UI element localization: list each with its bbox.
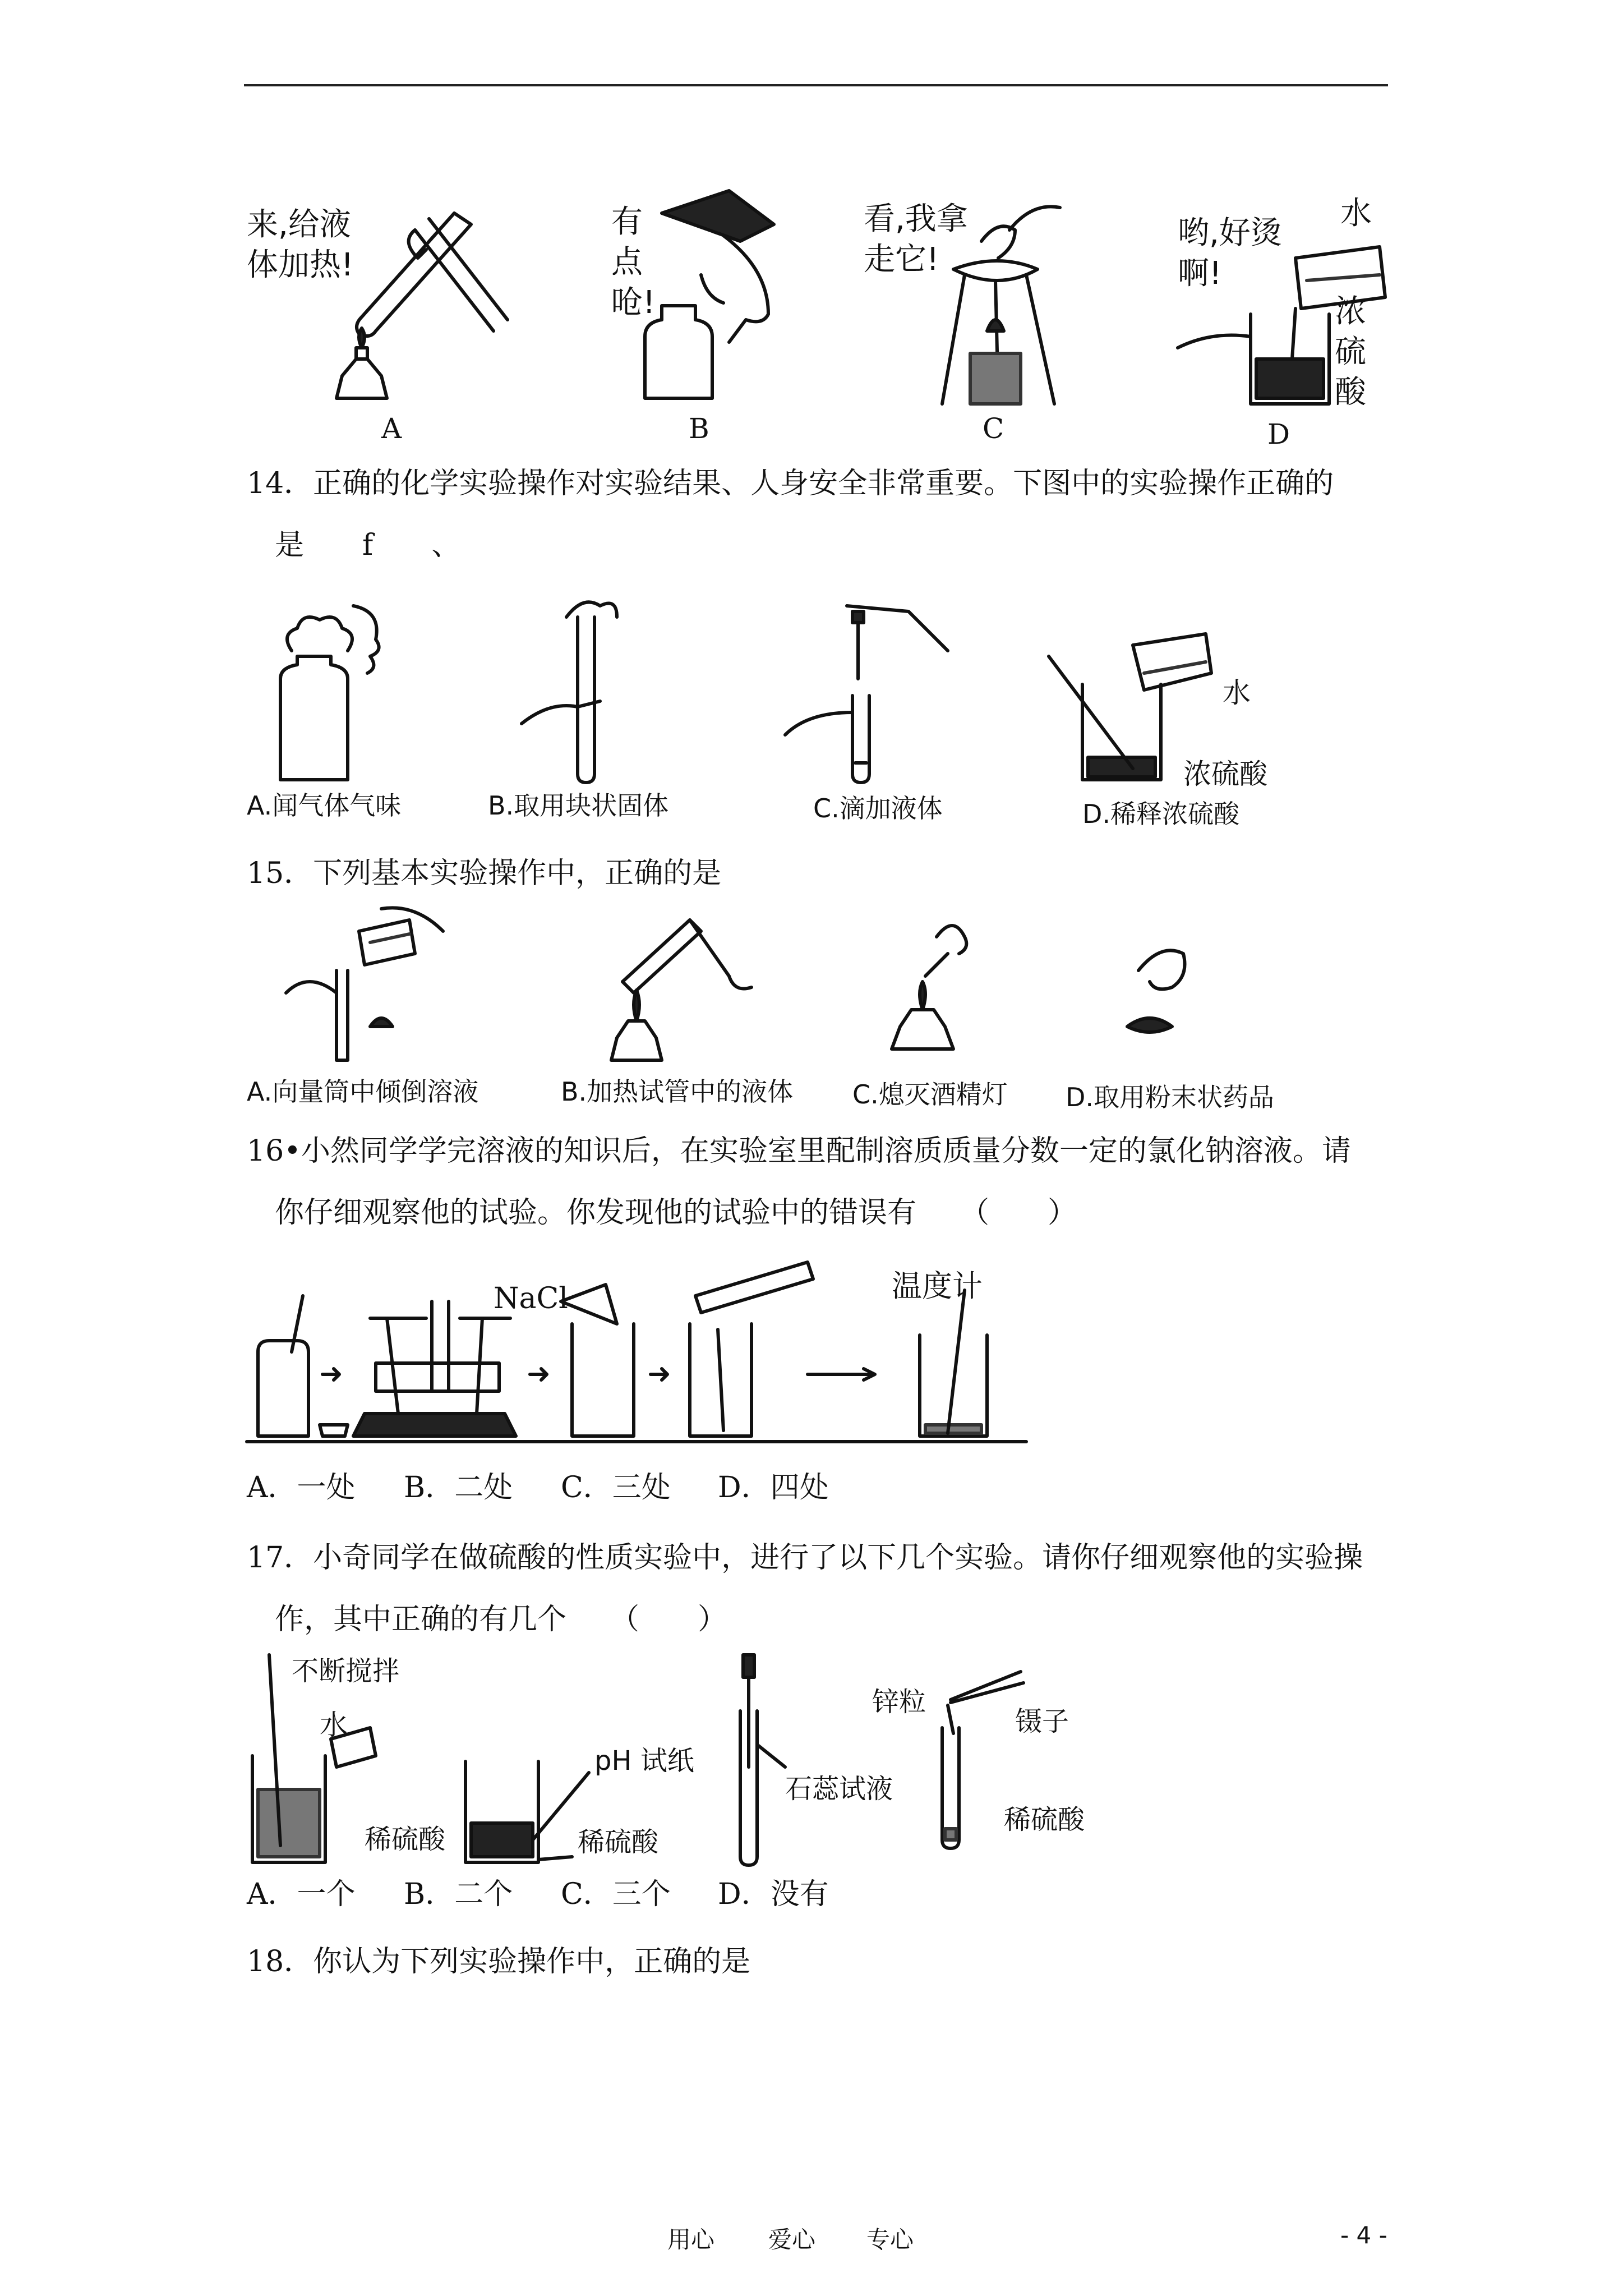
q16-option-c: C．三处 bbox=[561, 1471, 671, 1504]
illustration-litmus bbox=[707, 1655, 808, 1868]
illustration-zinc-tweezers bbox=[920, 1672, 1032, 1851]
letter-a: A bbox=[381, 412, 402, 445]
illustration-heating-liquid bbox=[303, 208, 527, 409]
speech-b: 有点呛! bbox=[611, 204, 656, 321]
q15-caption-c: C.熄灭酒精灯 bbox=[852, 1079, 1008, 1110]
q15-caption-d: D.取用粉末状药品 bbox=[1066, 1082, 1275, 1112]
illustration-powder bbox=[1116, 942, 1195, 1038]
q14-caption-b: B.取用块状固体 bbox=[488, 790, 669, 821]
header-rule bbox=[244, 84, 1388, 86]
q17-line1: 17．小奇同学在做硫酸的性质实验中，进行了以下几个实验。请你仔细观察他的实验操 bbox=[247, 1541, 1363, 1575]
q16-option-a: A．一处 bbox=[247, 1471, 356, 1504]
illustration-dilute-stir bbox=[241, 1655, 398, 1868]
speech-c: 看,我拿走它! bbox=[864, 201, 968, 278]
q17-option-d: D．没有 bbox=[718, 1878, 829, 1911]
q15-caption-b: B.加热试管中的液体 bbox=[561, 1076, 794, 1107]
q14-acid-label: 浓硫酸 bbox=[1183, 758, 1267, 790]
illustration-evaporating-dish bbox=[931, 196, 1066, 409]
speech-a: 来,给液体加热! bbox=[247, 206, 354, 283]
q16-nacl-label: NaCl bbox=[494, 1282, 568, 1315]
q17-label-stir: 不断搅拌 bbox=[292, 1655, 400, 1687]
q16-option-b: B．二处 bbox=[404, 1471, 513, 1504]
illustration-diluting-acid-wrong bbox=[1166, 224, 1402, 415]
illustration-drop-liquid bbox=[785, 595, 953, 785]
footer-text-2: 爱心 bbox=[768, 2226, 816, 2253]
illustration-smell-gas bbox=[269, 606, 393, 785]
q14-water-label: 水 bbox=[1223, 677, 1251, 709]
q15-stem: 15．下列基本实验操作中，正确的是 bbox=[247, 857, 722, 890]
q16-option-d: D．四处 bbox=[718, 1471, 829, 1504]
letter-c: C bbox=[983, 412, 1004, 445]
q17-option-c: C．三个 bbox=[561, 1878, 671, 1911]
q17-label-dilute-acid-2: 稀硫酸 bbox=[578, 1826, 659, 1858]
q16-thermometer-label: 温度计 bbox=[892, 1268, 983, 1304]
label-acid-d: 浓硫酸 bbox=[1335, 293, 1366, 411]
q14-caption-c: C.滴加液体 bbox=[813, 793, 943, 823]
q14-line1: 14．正确的化学实验操作对实验结果、人身安全非常重要。下图中的实验操作正确的 bbox=[247, 467, 1334, 500]
illustration-blow-lamp bbox=[886, 914, 976, 1055]
q14-line2: 是 f 、 bbox=[275, 528, 461, 562]
illustration-heat-tube bbox=[606, 909, 751, 1066]
q17-label-tweezers: 镊子 bbox=[1015, 1706, 1069, 1737]
q18-stem: 18．你认为下列实验操作中，正确的是 bbox=[247, 1945, 751, 1978]
footer-text-1: 用心 bbox=[667, 2226, 715, 2253]
page-number: - 4 - bbox=[1340, 2221, 1387, 2249]
footer-text-3: 专心 bbox=[866, 2226, 914, 2253]
q17-line2: 作，其中正确的有几个 （ ） bbox=[275, 1603, 727, 1636]
q17-label-zinc: 锌粒 bbox=[872, 1686, 926, 1718]
q15-caption-a: A.向量筒中倾倒溶液 bbox=[247, 1076, 479, 1107]
q16-line1: 16•小然同学学完溶液的知识后，在实验室里配制溶质质量分数一定的氯化钠溶液。请 bbox=[247, 1134, 1351, 1168]
q17-label-ph: pH 试纸 bbox=[594, 1745, 694, 1777]
q17-label-litmus: 石蕊试液 bbox=[785, 1773, 893, 1805]
q16-line2: 你仔细观察他的试验。你发现他的试验中的错误有 （ ） bbox=[275, 1196, 1077, 1230]
illustration-ph-paper bbox=[460, 1750, 639, 1874]
speech-d: 哟,好烫啊! bbox=[1178, 215, 1282, 292]
illustration-pour-cylinder bbox=[286, 909, 454, 1066]
q17-label-dilute-acid-1: 稀硫酸 bbox=[365, 1824, 446, 1855]
q17-option-a: A．一个 bbox=[247, 1878, 356, 1911]
letter-b: B bbox=[689, 412, 709, 445]
illustration-nacl-solution-steps bbox=[247, 1262, 1032, 1447]
letter-d: D bbox=[1267, 418, 1290, 450]
label-water-d: 水 bbox=[1340, 195, 1372, 232]
illustration-solid-block bbox=[522, 595, 634, 785]
q17-label-water: 水 bbox=[320, 1709, 348, 1741]
illustration-smelling-gas bbox=[639, 191, 785, 404]
q17-label-dilute-acid-3: 稀硫酸 bbox=[1004, 1804, 1085, 1835]
q14-caption-a: A.闻气体气味 bbox=[247, 790, 402, 821]
q14-caption-d: D.稀释浓硫酸 bbox=[1082, 799, 1240, 829]
q17-option-b: B．二个 bbox=[404, 1878, 513, 1911]
